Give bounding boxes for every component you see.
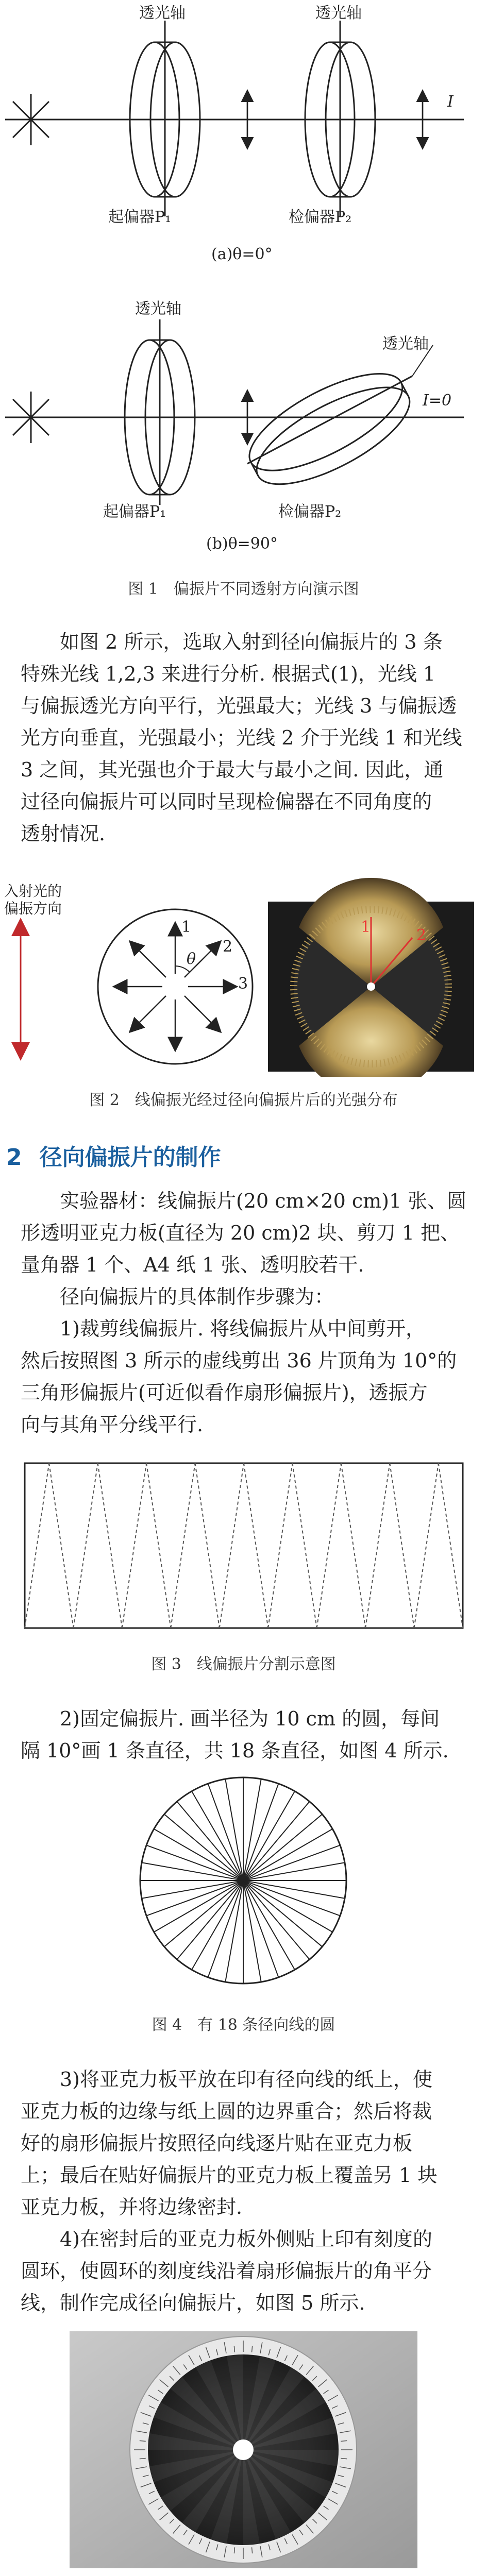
text-line: 特殊光线 1,2,3 来进行分析. 根据式(1)，光线 1	[21, 663, 436, 685]
fig1b-analyzer-label: 检偏器P₂	[278, 503, 342, 521]
cut-line	[317, 1463, 341, 1628]
cut-line	[268, 1463, 292, 1628]
fig1b-axis-label-right: 透光轴	[382, 335, 429, 353]
center-hole	[233, 2439, 254, 2460]
figure-5-photo	[0, 2329, 487, 2571]
figure-5	[0, 2329, 487, 2571]
fig1b-axis-label-left: 透光轴	[135, 300, 181, 318]
light-source-icon	[5, 392, 57, 443]
figure-1a	[0, 0, 487, 289]
paragraph-2	[21, 1185, 474, 1281]
figure-2-caption: 图 2 线偏振光经过径向偏振片后的光强分布	[89, 1091, 398, 1109]
text-line: 与偏振透光方向平行，光强最大；光线 3 与偏振透	[21, 694, 457, 717]
figure-3	[0, 1458, 487, 1633]
figure-1b	[0, 289, 487, 567]
text-line: 亚克力板，并将边缘密封.	[21, 2196, 243, 2218]
text-line: 量角器 1 个、A4 纸 1 张、透明胶若干.	[21, 1253, 364, 1276]
cut-line	[414, 1463, 439, 1628]
paragraph-6	[21, 2063, 474, 2223]
figure-3-caption: 图 3 线偏振片分割示意图	[151, 1655, 336, 1673]
incident-label-line2: 偏振方向	[4, 900, 62, 917]
fig1a-axis-label-right: 透光轴	[315, 4, 362, 22]
paragraph-5	[21, 1703, 474, 1767]
text-line: 4)在密封后的亚克力板外侧贴上印有刻度的	[60, 2228, 433, 2250]
section-number: 2	[6, 1144, 22, 1171]
cut-line	[220, 1463, 244, 1628]
cut-line	[244, 1463, 268, 1628]
figure-2-drawing	[0, 860, 487, 1077]
fig1a-axis-label-left: 透光轴	[139, 4, 186, 22]
radial-rays	[116, 925, 234, 1048]
text-line: 圆环，使圆环的刻度线沿着扇形偏振片的角平分	[21, 2260, 432, 2282]
ray-2-label: 2	[223, 938, 233, 956]
text-line: 然后按照图 3 所示的虚线剪出 36 片顶角为 10°的	[21, 1349, 457, 1372]
cut-line	[365, 1463, 390, 1628]
cut-line	[49, 1463, 73, 1628]
text-line: 1)裁剪线偏振片. 将线偏振片从中间剪开，	[60, 1317, 426, 1340]
fig1b-output-label: I=0	[423, 392, 452, 410]
incident-label-line1: 入射光的	[4, 883, 62, 900]
theta-label: θ	[187, 950, 196, 968]
polarizer-sheet-outline	[25, 1463, 463, 1628]
figure-4-caption: 图 4 有 18 条径向线的圆	[152, 2016, 335, 2034]
text-line: 径向偏振片的具体制作步骤为：	[60, 1285, 334, 1308]
scale-tick	[252, 2547, 253, 2553]
text-line: 3 之间，其光强也介于最大与最小之间. 因此，通	[21, 758, 444, 781]
figure-4	[0, 1772, 487, 1989]
analyzer-p2-disk	[236, 355, 423, 503]
cut-line	[171, 1463, 195, 1628]
figure-2	[0, 860, 487, 1077]
cut-line	[98, 1463, 122, 1628]
text-line: 线，制作完成径向偏振片，如图 5 所示.	[21, 2292, 365, 2314]
figure-3-drawing	[0, 1458, 487, 1633]
text-line: 过径向偏振片可以同时呈现检偏器在不同角度的	[21, 790, 432, 813]
fig1b-subcaption: (b)θ=90°	[206, 535, 278, 553]
text-line: 向与其角平分线平行.	[21, 1413, 204, 1436]
radial-polarizer-photo	[268, 878, 474, 1077]
text-line: 实验器材：线偏振片(20 cm×20 cm)1 张、圆	[60, 1190, 467, 1212]
cut-line	[341, 1463, 365, 1628]
text-line: 光方向垂直，光强最小；光线 2 介于光线 1 和光线	[21, 726, 462, 749]
p2-transmission-axis	[247, 376, 412, 464]
cut-line	[122, 1463, 146, 1628]
photo-ray-2-label: 2	[416, 926, 427, 944]
cut-line	[195, 1463, 220, 1628]
cut-line	[146, 1463, 171, 1628]
figure-1-caption: 图 1 偏振片不同透射方向演示图	[128, 580, 359, 598]
figure-1b-drawing	[0, 289, 487, 567]
photo-ray-1-label: 1	[361, 918, 371, 936]
text-line: 3)将亚克力板平放在印有径向线的纸上，使	[60, 2068, 433, 2091]
light-source-icon	[5, 94, 57, 145]
fig1a-analyzer-label: 检偏器P₂	[289, 208, 352, 226]
section-2-heading	[6, 1139, 221, 1172]
fig1b-polarizer-label: 起偏器P₁	[103, 503, 166, 521]
text-line: 上；最后在贴好偏振片的亚克力板上覆盖另 1 块	[21, 2164, 438, 2187]
ray-3-label: 3	[238, 975, 248, 993]
fig1a-polarizer-label: 起偏器P₁	[108, 208, 172, 226]
text-line: 三角形偏振片(可近似看作扇形偏振片)，透振方	[21, 1381, 428, 1404]
fig1a-output-label: I	[447, 93, 454, 111]
cut-line	[25, 1463, 49, 1628]
text-line: 如图 2 所示，选取入射到径向偏振片的 3 条	[60, 631, 443, 653]
text-line: 亚克力板的边缘与纸上圆的边界重合；然后将裁	[21, 2100, 432, 2123]
ray-1-label: 1	[181, 918, 192, 936]
text-line: 好的扇形偏振片按照径向线逐片贴在亚克力板	[21, 2132, 413, 2155]
text-line: 形透明亚克力板(直径为 20 cm)2 块、剪刀 1 把、	[21, 1222, 460, 1244]
paragraph-4	[21, 1313, 474, 1440]
text-line: 透射情况.	[21, 822, 106, 845]
paragraph-3	[21, 1281, 474, 1313]
fig1a-subcaption: (a)θ=0°	[211, 245, 273, 263]
text-line: 隔 10°画 1 条直径，共 18 条直径，如图 4 所示.	[21, 1739, 449, 1762]
cut-line	[390, 1463, 414, 1628]
text-line: 2)固定偏振片. 画半径为 10 cm 的圆，每间	[60, 1707, 440, 1730]
cut-line	[439, 1463, 463, 1628]
paragraph-1	[21, 626, 474, 850]
cut-line	[292, 1463, 316, 1628]
paragraph-7	[21, 2223, 474, 2319]
cut-line	[73, 1463, 97, 1628]
figure-4-drawing	[0, 1772, 487, 1989]
scale-tick	[252, 2346, 253, 2352]
section-title: 径向偏振片的制作	[39, 1144, 221, 1171]
